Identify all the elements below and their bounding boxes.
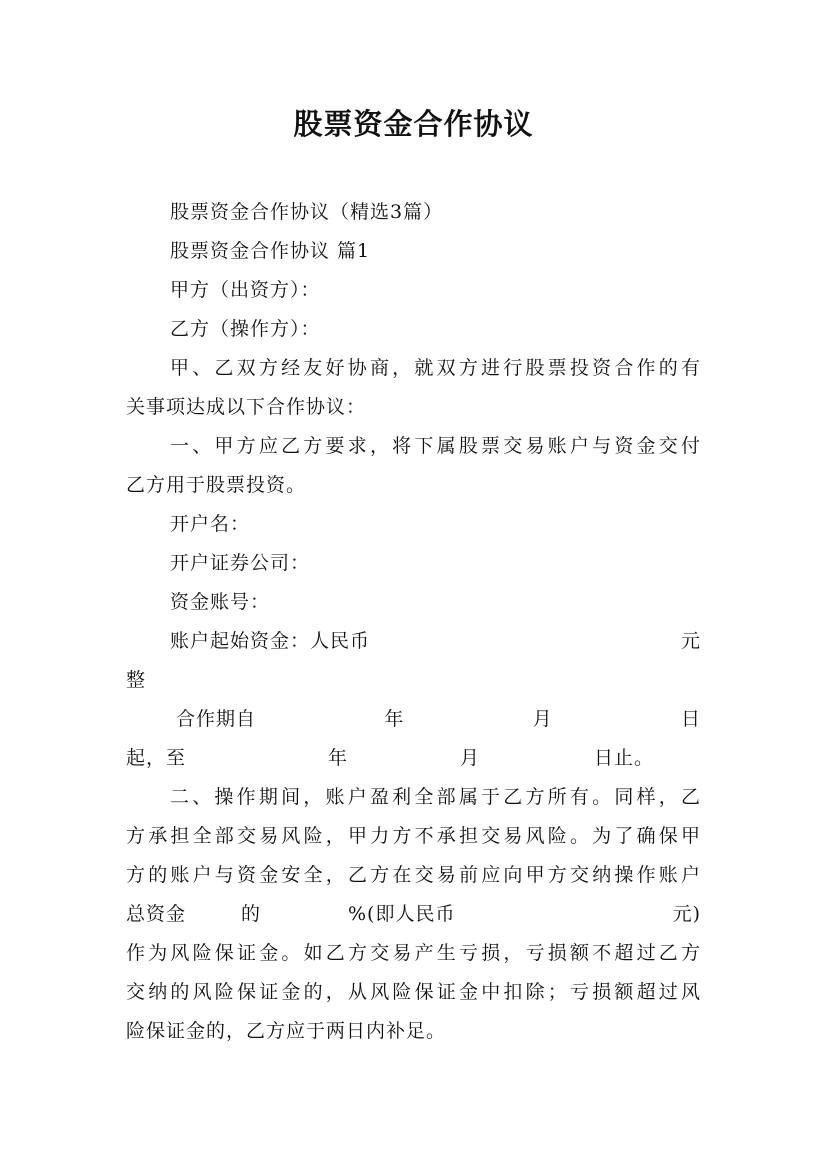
paragraph-line: 整	[126, 669, 147, 691]
percent-rmb-label: %(即人民币	[348, 903, 456, 925]
paragraph-line: 方承担全部交易风险，甲力方不承担交易风险。为了确保甲	[126, 825, 701, 847]
period-day-label: 日	[680, 708, 701, 730]
paragraph-line: 乙方用于股票投资。	[126, 474, 307, 496]
party-b-line: 乙方（操作方）：	[170, 318, 321, 340]
period-year-label: 年	[384, 708, 405, 730]
total-capital-label: 总资金	[126, 903, 187, 925]
paragraph-line: 二、操作期间，账户盈利全部属于乙方所有。同样，乙	[170, 786, 701, 808]
subtitle-line: 股票资金合作协议（精选3篇）	[170, 201, 444, 223]
yuan-unit-label: 元)	[672, 903, 701, 925]
document-title: 股票资金合作协议	[293, 107, 534, 141]
period-end-day-label: 日止。	[594, 747, 655, 769]
period-month-label: 月	[532, 708, 553, 730]
initial-capital-line	[170, 628, 701, 654]
initial-capital-unit: 元	[680, 630, 701, 652]
paragraph-line: 关事项达成以下合作协议：	[126, 396, 367, 418]
period-start-label: 合作期自	[176, 708, 257, 730]
period-end-month-label: 月	[460, 747, 481, 769]
of-label: 的	[241, 903, 262, 925]
section-heading: 股票资金合作协议 篇1	[170, 240, 371, 262]
paragraph-line: 一、甲方应乙方要求，将下属股票交易账户与资金交付	[170, 435, 701, 457]
paragraph-line: 作为风险保证金。如乙方交易产生亏损，亏损额不超过乙方	[126, 942, 701, 964]
paragraph-line: 甲、乙双方经友好协商，就双方进行股票投资合作的有	[170, 357, 701, 379]
paragraph-line: 方的账户与资金安全，乙方在交易前应向甲方交纳操作账户	[126, 864, 701, 886]
fund-account-line: 资金账号：	[170, 591, 271, 613]
initial-capital-label: 账户起始资金：人民币	[170, 630, 371, 652]
period-end-year-label: 年	[328, 747, 349, 769]
paragraph-line: 险保证金的，乙方应于两日内补足。	[126, 1020, 447, 1042]
paragraph-line: 交纳的风险保证金的，从风险保证金中扣除；亏损额超过风	[126, 981, 701, 1003]
securities-company-line: 开户证券公司：	[170, 552, 311, 574]
party-a-line: 甲方（出资方）：	[170, 279, 321, 301]
period-end-label: 起，至	[126, 747, 187, 769]
account-name-line: 开户名：	[170, 513, 251, 535]
cooperation-period-line	[176, 706, 701, 732]
